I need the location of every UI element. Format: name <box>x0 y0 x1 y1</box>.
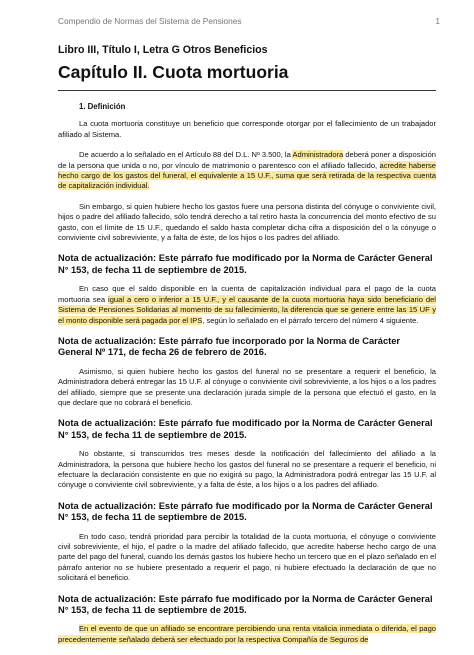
update-note-5: Nota de actualización: Este párrafo fue modificado por la Norma de Carácter General N° 153, de fecha 11 de septiembre de 2015. <box>58 593 433 616</box>
highlight-gastos-funeral: acredite haberse hecho cargo de los gastos del funeral, el equivalente a 15 U.F., suma que será retirada de la respectiva cuenta de capitalización individual. <box>58 160 436 191</box>
page-header <box>58 16 440 26</box>
paragraph-1: La cuota mortuoria constituye un beneficio que corresponde otorgar por el fallecimiento de un trabajador afiliado al Sistema. <box>58 119 436 139</box>
paragraph-2-text-c: deberá poner a disposición de la persona que unida o no, por vínculo de matrimonio o parentesco con el afiliado fallecido, <box>58 150 436 170</box>
highlight-ips-payment: igual a cero o inferior a 15 U.F., y el causante de la cuota mortuoria haya sido beneficiario del Sistema de Pensiones Solidarias al momento de su fallecimiento, la diferencia que se genere entre las 15 UF y el monto disponible será pagada por el IPS <box>58 294 436 325</box>
paragraph-6: No obstante, si transcurridos tres meses desde la notificación del fallecimiento del afiliado a la Administradora, la persona que hubiere hecho los gastos del funeral no se presentare a requerir el beneficio, ni efectuare la declaración consistente en que no exigirá su pago, la Administradora podrá entregar las 15 U.F. al cónyuge o conviviente civil sobreviviente, y a falta de éste, a los hijos o a los padres del afiliado. <box>58 449 436 490</box>
paragraph-2-text-a: De acuerdo a lo señalado en el Artículo 88 del D.L. Nº 3.500, la <box>79 150 293 160</box>
paragraph-7: En todo caso, tendrá prioridad para percibir la totalidad de la cuota mortuoria, el cónyuge o conviviente civil sobreviviente, el hijo, el padre o la madre del afiliado fallecido, que acredite haberse hecho cargo de una parte del pago del funeral, cuando los demás gastos los hubiere hecho un tercero que en el plazo señalado en el párrafo anterior no se hubiere presentado a requerir el pago, ni hubiere efectuado la declaración de que no solicitará el beneficio. <box>58 531 436 583</box>
document-body <box>58 102 436 655</box>
section-title: Libro III, Título I, Letra G Otros Beneficios <box>58 44 268 56</box>
update-note-3: Nota de actualización: Este párrafo fue modificado por la Norma de Carácter General N° 153, de fecha 11 de septiembre de 2015. <box>58 418 433 440</box>
paragraph-5: Asimismo, si quien hubiere hecho los gastos del funeral no se presentare a requerir el beneficio, la Administradora deberá entregar las 15 U.F. al cónyuge o conviviente civil sobreviviente, a los hijos o a los padres del afiliado, siempre que se presente una declaración jurada simple de la persona que efectuó el gasto, en la que declare que no cobrará el beneficio. <box>58 366 436 407</box>
update-note-2: Nota de actualización: Este párrafo fue incorporado por la Norma de Carácter General Nº 171, de fecha 26 de febrero de 2016. <box>58 335 401 358</box>
subsection-heading: 1. Definición <box>79 102 126 111</box>
update-note-1: Nota de actualización: Este párrafo fue modificado por la Norma de Carácter General N° 153, de fecha 11 de septiembre de 2015. <box>58 253 433 275</box>
paragraph-4-text-c: , según lo señalado en el párrafo tercero del número 4 siguiente. <box>202 315 419 325</box>
chapter-title: Capítulo II. Cuota mortuoria <box>58 62 289 82</box>
paragraph-4 <box>58 284 436 326</box>
page-number: 1 <box>435 16 440 26</box>
paragraph-8 <box>58 624 436 645</box>
paragraph-3: Sin embargo, si quien hubiere hecho los gastos fuere una persona distinta del cónyuge o conviviente civil, hijos o padre del afiliado fallecido, sólo tendrá derecho a tal retiro hasta la concurrencia del monto efectivo de su gasto, con el límite de 15 U.F., quedando el saldo hasta completar dicha cifra a disposición del o la cónyuge o conviviente civil sobreviviente, y a falta de éste, de los hijos o los padres del afiliado. <box>58 201 436 243</box>
highlight-renta-vitalicia: En el evento de que un afiliado se encontrare percibiendo una renta vitalicia inmediata o diferida, el pago precedentemente señalado deberá ser efectuado por la respectiva Compañía de Seguros de <box>58 624 436 644</box>
highlight-administradora: Administradora <box>292 150 344 160</box>
paragraph-4-text-a: En caso que el saldo disponible en la cuenta de capitalización individual para el pago de la cuota mortuoria sea <box>58 284 436 304</box>
paragraph-2 <box>58 150 436 192</box>
title-divider <box>58 90 436 91</box>
update-note-4: Nota de actualización: Este párrafo fue modificado por la Norma de Carácter General N° 153, de fecha 11 de septiembre de 2015. <box>58 500 433 523</box>
header-title: Compendio de Normas del Sistema de Pensiones <box>58 16 242 26</box>
